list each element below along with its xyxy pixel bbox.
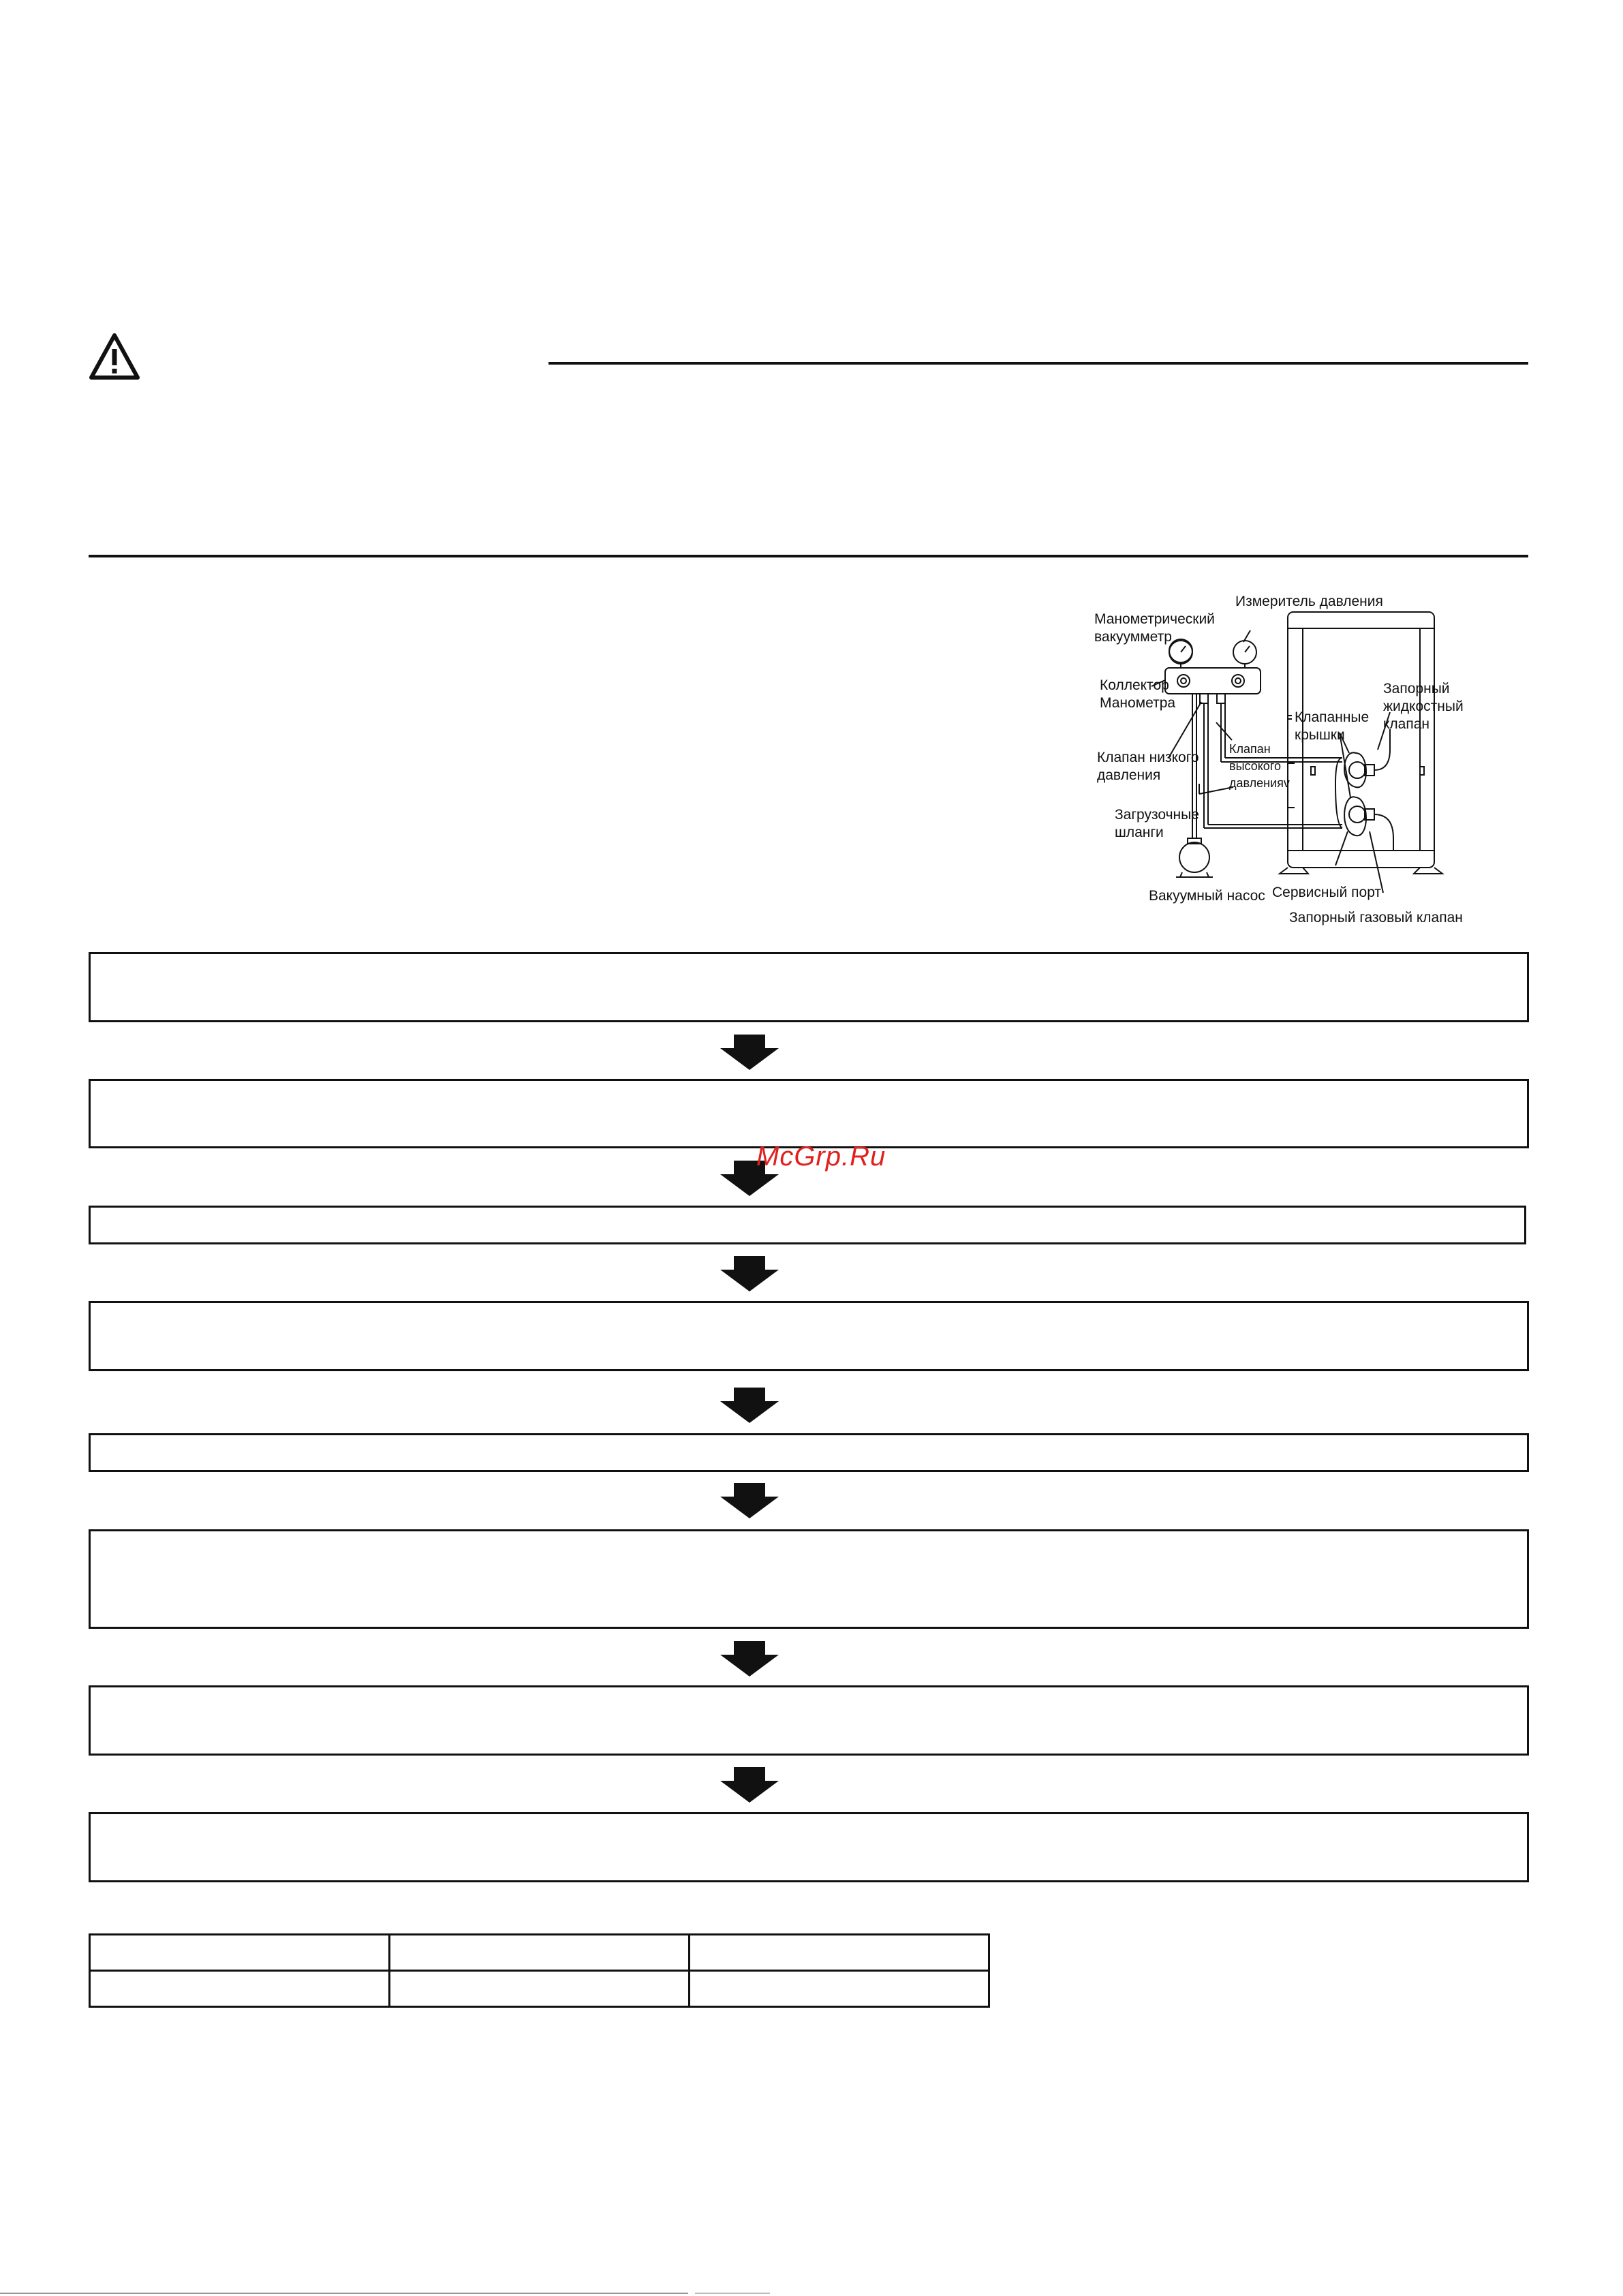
warning-triangle-icon (89, 333, 140, 380)
label-vacuum-pump: Вакуумный насос (1149, 888, 1265, 904)
flow-step-6 (89, 1529, 1529, 1629)
label-low-valve-line1: Клапан низкого (1097, 750, 1199, 765)
table-cell (390, 1935, 690, 1971)
spec-table (89, 1933, 990, 2008)
down-arrow-icon (719, 1641, 780, 1677)
watermark: McGrp.Ru (756, 1142, 886, 1172)
flow-step-8 (89, 1812, 1529, 1882)
section-rule (89, 555, 1528, 557)
down-arrow-icon (719, 1483, 780, 1518)
table-cell (390, 1971, 690, 2007)
label-service-port: Сервисный порт (1272, 885, 1382, 900)
vacuum-diagram (1063, 579, 1506, 934)
label-valve-caps (1295, 709, 1369, 744)
label-liquid-valve (1383, 680, 1464, 733)
table-cell (90, 1935, 390, 1971)
table-row (90, 1971, 989, 2007)
label-hoses-line1: Загрузочные (1115, 807, 1199, 823)
label-vacuum-gauge (1094, 611, 1215, 646)
table-row (90, 1935, 989, 1971)
flow-step-1 (89, 952, 1529, 1022)
label-high-valve-line2: высокого (1229, 759, 1281, 773)
label-low-valve (1097, 749, 1199, 784)
label-gas-valve: Запорный газовый клапан (1289, 910, 1463, 925)
label-manifold-line1: Коллектор (1100, 677, 1169, 693)
down-arrow-icon (719, 1767, 780, 1803)
table-cell (690, 1935, 989, 1971)
label-manifold (1100, 677, 1175, 712)
footer-rule (0, 2293, 688, 2294)
down-arrow-icon (719, 1256, 780, 1291)
label-liquid-valve-line2: жидкостный (1383, 699, 1464, 714)
label-vacuum-gauge-line2: вакуумметр (1094, 629, 1172, 645)
label-manifold-line2: Манометра (1100, 695, 1176, 711)
flow-step-4 (89, 1301, 1529, 1371)
flow-step-3 (89, 1206, 1526, 1244)
label-pressure-gauge: Измеритель давления (1235, 594, 1383, 609)
label-high-valve (1229, 741, 1290, 792)
label-liquid-valve-line3: клапан (1383, 716, 1430, 732)
flow-step-7 (89, 1685, 1529, 1756)
down-arrow-icon (719, 1035, 780, 1070)
label-liquid-valve-line1: Запорный (1383, 681, 1450, 697)
table-cell (90, 1971, 390, 2007)
label-valve-caps-line1: Клапанные (1295, 709, 1370, 725)
label-high-valve-line1: Клапан (1229, 742, 1271, 756)
warning-rule (548, 362, 1528, 365)
label-low-valve-line2: давления (1097, 767, 1161, 783)
table-cell (690, 1971, 989, 2007)
down-arrow-icon (719, 1388, 780, 1423)
label-hoses (1115, 806, 1199, 842)
flow-step-2 (89, 1079, 1529, 1148)
footer-rule-short (695, 2293, 770, 2294)
label-high-valve-line3: давленияv (1229, 776, 1290, 790)
label-valve-caps-line2: крышки (1295, 727, 1345, 743)
label-vacuum-gauge-line1: Манометрический (1094, 611, 1215, 627)
label-hoses-line2: шланги (1115, 825, 1164, 840)
flow-step-5 (89, 1433, 1529, 1472)
